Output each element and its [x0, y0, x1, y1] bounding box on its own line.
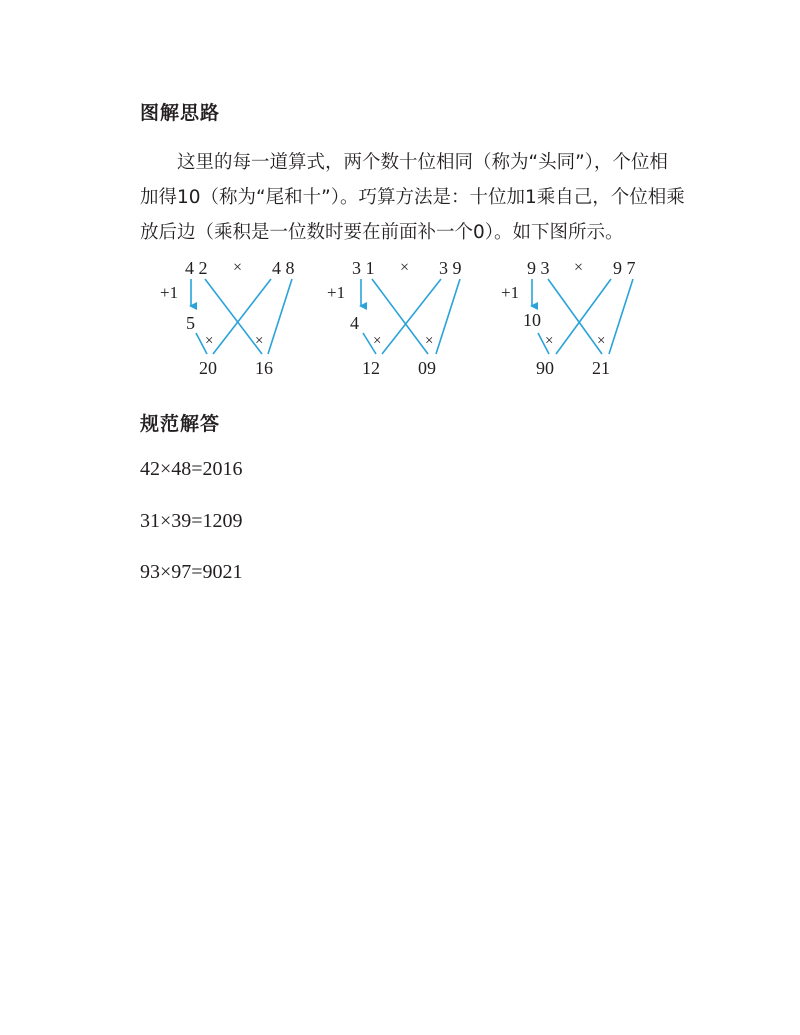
- diagram-1-line-units-b-to-right: [268, 279, 292, 354]
- diagram-3-first-number: 9 3: [527, 258, 550, 278]
- diagram-3-line-units-a-to-right: [548, 279, 602, 354]
- section-title-standard-answer: 规范解答: [140, 413, 221, 435]
- diagram-1-left-result: 20: [199, 358, 217, 378]
- paragraph-line-3: 放后边（乘积是一位数时要在前面补一个0）。如下图所示。: [140, 222, 624, 243]
- diagram-2-times-sign: ×: [400, 259, 410, 276]
- diagram-1-head-result: 5: [186, 313, 195, 333]
- diagram-2-first-number: 3 1: [352, 258, 375, 278]
- diagram-3: [501, 258, 636, 378]
- diagram-1-right-result: 16: [255, 358, 273, 378]
- diagram-2: [327, 258, 462, 378]
- diagram-3-second-number: 9 7: [613, 258, 636, 278]
- equation-2: 31×39=1209: [140, 510, 243, 532]
- diagram-2-plus-one: +1: [327, 283, 346, 302]
- diagram-3-right-result: 21: [592, 358, 610, 378]
- paragraph-line-1: 这里的每一道算式，两个数十位相同（称为“头同”），个位相: [177, 152, 668, 173]
- diagram-3-line-units-b-to-right: [609, 279, 633, 354]
- equation-1: 42×48=2016: [140, 458, 243, 480]
- diagram-1-plus-one: +1: [160, 283, 179, 302]
- diagram-2-times-right: ×: [425, 333, 434, 349]
- diagram-3-plus-one: +1: [501, 283, 520, 302]
- diagram-1: [160, 258, 295, 378]
- diagram-3-times-right: ×: [597, 333, 606, 349]
- diagram-1-line-units-a-to-right: [205, 279, 262, 354]
- diagram-1-second-number: 4 8: [272, 258, 295, 278]
- diagram-2-head-result: 4: [350, 313, 359, 333]
- diagram-3-times-sign: ×: [574, 259, 584, 276]
- diagram-2-right-result: 09: [418, 358, 436, 378]
- diagram-2-left-result: 12: [362, 358, 380, 378]
- diagram-2-times-left: ×: [373, 333, 382, 349]
- multiplication-diagrams: [0, 0, 800, 400]
- diagram-3-head-result: 10: [523, 310, 541, 330]
- paragraph-line-2: 加得10（称为“尾和十”）。巧算方法是：十位加1乘自己，个位相乘: [140, 187, 685, 208]
- diagram-3-times-left: ×: [545, 333, 554, 349]
- diagram-2-line-units-b-to-right: [436, 279, 460, 354]
- diagram-1-times-right: ×: [255, 333, 264, 349]
- diagram-2-second-number: 3 9: [439, 258, 462, 278]
- diagram-1-times-sign: ×: [233, 259, 243, 276]
- diagram-3-left-result: 90: [536, 358, 554, 378]
- diagram-1-first-number: 4 2: [185, 258, 208, 278]
- diagram-1-times-left: ×: [205, 333, 214, 349]
- equation-3: 93×97=9021: [140, 561, 243, 583]
- section-title-diagram-approach: 图解思路: [140, 102, 221, 124]
